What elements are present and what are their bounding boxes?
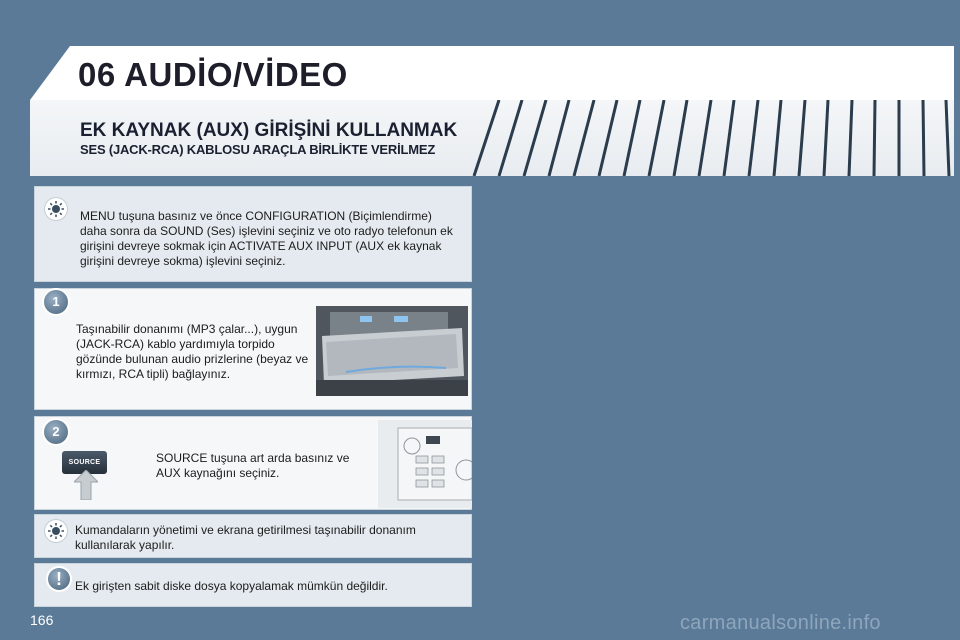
warning-text: Ek girişten sabit diske dosya kopyalamak mümkün değildir. (75, 579, 388, 593)
up-arrow-icon (74, 470, 98, 500)
step-2-badge: 2 (44, 420, 68, 444)
watermark: carmanualsonline.info (680, 612, 881, 634)
step-1-text: Taşınabilir donanımı (MP3 çalar...), uygun (JACK-RCA) kablo yardımıyla torpido gözünde bulunan audio prizlerine (beyaz ve kırmızı, RCA tipli) bağlayınız. (76, 322, 309, 381)
step-2-text: SOURCE tuşuna art arda basınız ve AUX kaynağını seçiniz. (156, 451, 350, 480)
lightbulb-icon (45, 198, 67, 220)
page-title: 06 AUDİO/VİDEO (78, 56, 348, 93)
decorative-stripes (454, 100, 954, 176)
tip-controls-text: Kumandaların yönetimi ve ekrana getirilmesi taşınabilir donanım kullanılarak yapılır. (75, 523, 416, 552)
exclamation-icon: ! (48, 568, 70, 590)
section-title: EK KAYNAK (AUX) GİRİŞİNİ KULLANMAK (80, 120, 458, 141)
radio-unit-illustration (378, 420, 472, 508)
glovebox-photo (316, 306, 468, 396)
tip-menu-text: MENU tuşuna basınız ve önce CONFIGURATION (Biçimlendirme) daha sonra da SOUND (Ses) işlevini seçiniz ve oto radyo telefonun ek girişini devreye sokmak için ACTIVATE AUX INPUT (AUX ek kaynak girişini devreye sokma) işlevini seçiniz. (80, 209, 453, 268)
lightbulb-icon (45, 520, 67, 542)
page-number: 166 (30, 612, 54, 628)
step-1-badge: 1 (44, 290, 68, 314)
section-subtitle: SES (JACK-RCA) KABLOSU ARAÇLA BİRLİKTE VERİLMEZ (80, 142, 436, 157)
source-button-illustration: SOURCE (62, 451, 107, 474)
